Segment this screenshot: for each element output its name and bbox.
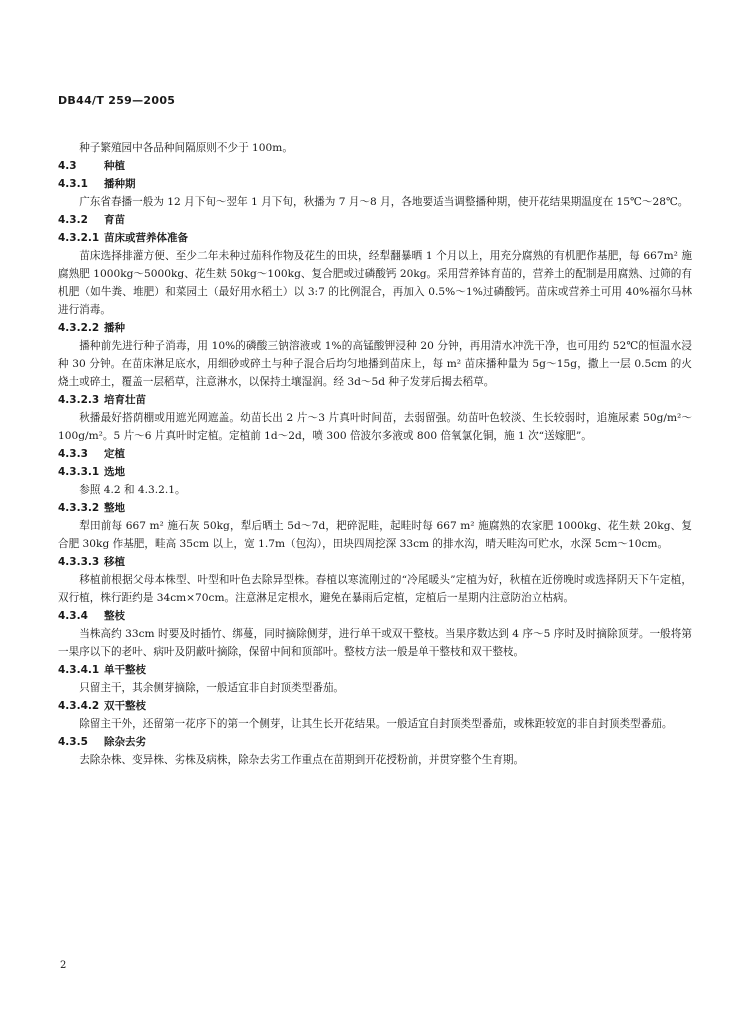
body-paragraph: 种子繁殖园中各品种间隔原则不少于 100m。 — [79, 142, 293, 154]
section-number: 4.3.2.3 — [58, 394, 100, 406]
section-heading — [58, 229, 692, 247]
section-title: 双干整枝 — [104, 700, 146, 712]
section-title: 播种 — [104, 322, 125, 334]
section-title: 育苗 — [104, 214, 125, 226]
section-title: 除杂去劣 — [104, 736, 146, 748]
section-title: 苗床或营养体准备 — [104, 232, 188, 244]
section-number: 4.3.5 — [58, 736, 88, 748]
section-heading — [58, 733, 692, 751]
section-title: 培育壮苗 — [104, 394, 146, 406]
section-heading — [58, 553, 692, 571]
body-paragraph: 广东省春播一般为 12 月下旬～翌年 1 月下旬，秋播为 7 月～8 月，各地要适当调整播种期，使开花结果期温度在 15℃～28℃。 — [79, 196, 689, 208]
document-body — [58, 139, 692, 769]
body-paragraph: 除留主干外，还留第一花序下的第一个侧芽，让其生长开花结果。一般适宜自封顶类型番茄，或株距较宽的非自封顶类型番茄。 — [79, 718, 673, 730]
section-number: 4.3.3.2 — [58, 502, 100, 514]
section-number: 4.3.4.2 — [58, 700, 100, 712]
section-number: 4.3.3 — [58, 448, 88, 460]
section-number: 4.3.2.2 — [58, 322, 100, 334]
body-paragraph: 犁田前每 667 m² 施石灰 50kg，犁后晒土 5d～7d，耙碎泥畦，起畦时每 667 m² 施腐熟的农家肥 1000kg、花生麸 20kg、复合肥 30kg 作基肥，畦高 35cm 以上，宽 1.7m（包沟），田块四周挖深 33cm 的排水沟，晴天畦沟可贮水，水深 5cm～10cm。 — [58, 520, 692, 550]
section-title: 移植 — [104, 556, 125, 568]
section-title: 选地 — [104, 466, 125, 478]
body-paragraph: 秋播最好搭荫棚或用遮光网遮盖。幼苗长出 2 片～3 片真叶时间苗，去弱留强。幼苗叶色较淡、生长较弱时，追施尿素 50g/m²～100g/m²。5 片～6 片真叶时定植。定植前 1d～2d，喷 300 倍波尔多液或 800 倍氧氯化铜，施 1 次“送嫁肥”。 — [58, 412, 692, 442]
section-number: 4.3.2.1 — [58, 232, 100, 244]
section-heading — [58, 391, 692, 409]
section-title: 播种期 — [104, 178, 136, 190]
body-paragraph: 当株高约 33cm 时要及时插竹、绑蔓，同时摘除侧芽，进行单干或双干整枝。当果序数达到 4 序～5 序时及时摘除顶芽。一般将第一果序以下的老叶、病叶及阴蔽叶摘除，保留中间和顶部叶。整枝方法一般是单干整枝和双干整枝。 — [58, 628, 692, 658]
section-heading — [58, 661, 692, 679]
standard-code-header: DB44/T 259—2005 — [58, 94, 176, 107]
section-title: 单干整枝 — [104, 664, 146, 676]
section-heading — [58, 499, 692, 517]
section-heading — [58, 211, 692, 229]
section-title: 种植 — [104, 160, 125, 172]
section-number: 4.3.4.1 — [58, 664, 100, 676]
section-heading — [58, 175, 692, 193]
section-number: 4.3.3.1 — [58, 466, 100, 478]
page-number: 2 — [60, 960, 67, 971]
section-heading — [58, 607, 692, 625]
section-title: 定植 — [104, 448, 125, 460]
section-heading — [58, 697, 692, 715]
body-paragraph: 播种前先进行种子消毒，用 10%的磷酸三钠溶液或 1%的高锰酸钾浸种 20 分钟，再用清水冲洗干净，也可用约 52℃的恒温水浸种 30 分钟。在苗床淋足底水，用细砂或碎土与种子混合后均匀地播到苗床上，每 m² 苗床播种量为 5g～15g，撒上一层 0.5cm 的火烧土或碎土，覆盖一层稻草，注意淋水，以保持土壤湿润。经 3d～5d 种子发芽后揭去稻草。 — [58, 340, 692, 388]
body-paragraph: 苗床选择排灌方便、至少二年未种过茄科作物及花生的田块，经犁翻暴晒 1 个月以上，用充分腐熟的有机肥作基肥，每 667m² 施腐熟肥 1000kg～5000kg、花生麸 50kg～100kg、复合肥或过磷酸钙 20kg。采用营养钵育苗的，营养土的配制是用腐熟、过筛的有机肥（如牛粪、堆肥）和菜园土（最好用水稻土）以 3:7 的比例混合，再加入 0.5%～1%过磷酸钙。苗床或营养土可用 40%福尔马林进行消毒。 — [58, 250, 692, 316]
body-paragraph: 参照 4.2 和 4.3.2.1。 — [79, 484, 186, 496]
section-title: 整枝 — [104, 610, 125, 622]
section-number: 4.3 — [58, 160, 77, 172]
section-number: 4.3.1 — [58, 178, 88, 190]
section-heading — [58, 319, 692, 337]
body-paragraph: 只留主干，其余侧芽摘除，一般适宜非自封顶类型番茄。 — [79, 682, 345, 694]
body-paragraph: 去除杂株、变异株、劣株及病株，除杂去劣工作重点在苗期到开花授粉前，并贯穿整个生育期。 — [79, 754, 525, 766]
section-heading — [58, 157, 692, 175]
section-number: 4.3.4 — [58, 610, 88, 622]
body-paragraph: 移植前根据父母本株型、叶型和叶色去除异型株。春植以寒流刚过的“冷尾暖头”定植为好，秋植在近傍晚时或选择阴天下午定植，双行植，株行距约是 34cm×70cm。注意淋足定根水，避免在暴雨后定植，定植后一星期内注意防治立枯病。 — [58, 574, 692, 604]
section-heading — [58, 463, 692, 481]
section-number: 4.3.3.3 — [58, 556, 100, 568]
section-title: 整地 — [104, 502, 125, 514]
section-number: 4.3.2 — [58, 214, 88, 226]
section-heading — [58, 445, 692, 463]
